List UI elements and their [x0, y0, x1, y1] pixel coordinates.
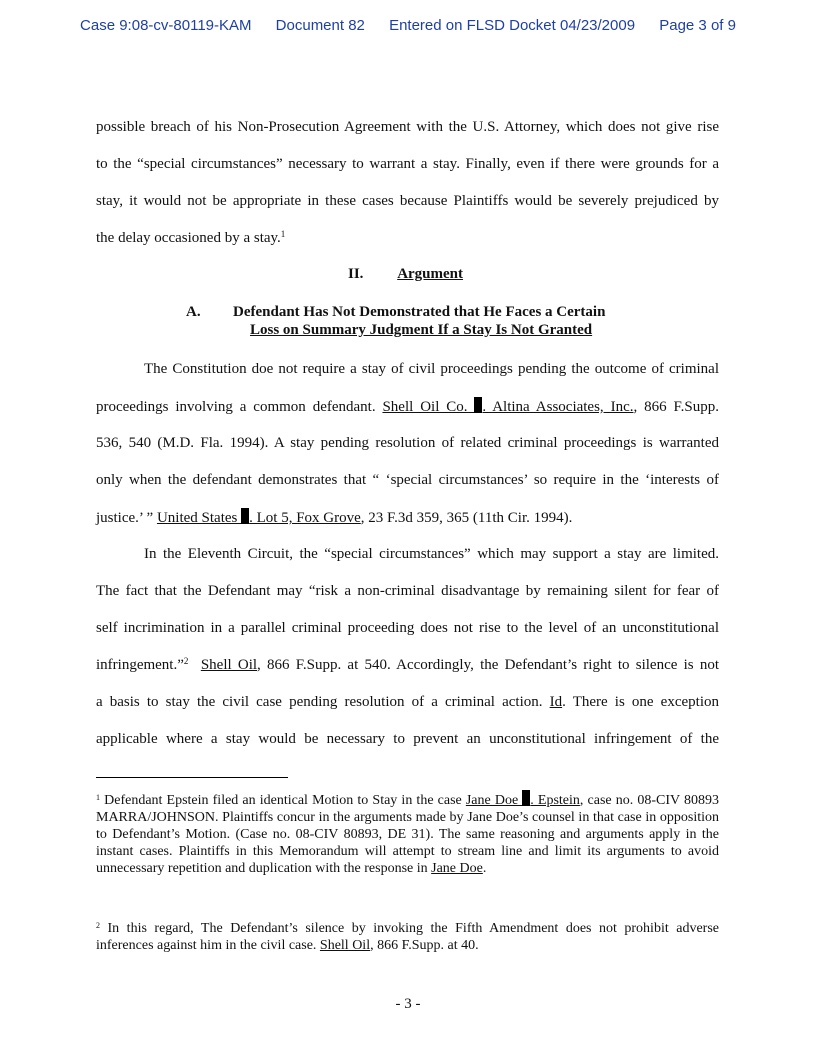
- footnote-text: .: [482, 861, 487, 876]
- footnote-number: 2: [96, 921, 100, 930]
- footnote-text: Defendant Epstein filed an identical Motion to Stay in the case: [100, 793, 466, 808]
- case-citation: Shell Oil: [200, 657, 258, 673]
- intro-line: [96, 229, 719, 247]
- para-line: self incrimination in a parallel criminal proceeding does not rise to the level of an unconstitutional: [96, 620, 719, 636]
- section-number: II.: [348, 266, 364, 282]
- para-text: proceedings involving a common defendant.: [96, 399, 383, 415]
- case-name: . Epstein: [530, 793, 580, 808]
- case-citation: Shell Oil: [319, 938, 371, 953]
- footnote-ref-1: 1: [280, 229, 286, 239]
- para-line: 536, 540 (M.D. Fla. 1994). A stay pending resolution of related criminal proceedings is warranted: [96, 435, 719, 451]
- subsection-title-line2: Loss on Summary Judgment If a Stay Is Not Granted: [250, 322, 593, 338]
- footnote-text: , case no. 08-CIV 80893 MARRA/JOHNSON. Plaintiffs concur in the arguments made by Jane Doe’s counsel in that case in opposition to Defendant’s Motion. (Case no. 08-CIV 80893, DE 31). The same reasoning and arguments apply in the instant cases. Plaintiffs in this Memorandum will attempt to stream line and limit its arguments to avoid unnecessary repetition and duplication with the response in: [96, 793, 719, 876]
- intro-line: possible breach of his Non-Prosecution Agreement with the U.S. Attorney, which does not give rise: [96, 119, 719, 135]
- page-number: - 3 -: [395, 996, 421, 1012]
- para-line: [96, 397, 719, 416]
- footnote-divider: [96, 777, 288, 778]
- intro-line: stay, it would not be appropriate in these cases because Plaintiffs would be severely prejudiced by: [96, 193, 719, 209]
- intro-text: the delay occasioned by a stay.: [96, 230, 281, 246]
- case-number: Case 9:08-cv-80119-KAM: [80, 17, 252, 34]
- footnote-2: [96, 920, 719, 954]
- section-title: Argument: [397, 266, 464, 282]
- para-text: , 23 F.3d 359, 365 (11th Cir. 1994).: [360, 510, 573, 526]
- para-text: justice.’ ”: [96, 510, 157, 526]
- para-line: The fact that the Defendant may “risk a non-criminal disadvantage by remaining silent for fear of: [96, 583, 719, 599]
- para-line: The Constitution doe not require a stay of civil proceedings pending the outcome of criminal: [144, 361, 719, 377]
- footnote-text: In this regard, The Defendant’s silence by invoking the Fifth Amendment does not prohibit adverse inferences against him in the civil case.: [96, 921, 719, 953]
- intro-line: to the “special circumstances” necessary to warrant a stay. Finally, even if there were grounds for a: [96, 156, 719, 172]
- para-line: applicable where a stay would be necessary to prevent an unconstitutional infringement of the: [96, 731, 719, 747]
- case-name: United States: [156, 510, 242, 526]
- para-text: , 866 F.Supp. at 540. Accordingly, the Defendant’s right to silence is not: [257, 657, 719, 673]
- para-text: a basis to stay the civil case pending resolution of a criminal action.: [96, 694, 550, 710]
- case-citation: Jane Doe: [431, 861, 483, 876]
- docket-entry: Entered on FLSD Docket 04/23/2009: [389, 17, 636, 34]
- para-line: [96, 508, 719, 527]
- redaction-block: [241, 508, 249, 524]
- footnote-text: , 866 F.Supp. at 40.: [370, 938, 479, 953]
- docket-header: [0, 17, 816, 34]
- subsection-letter: A.: [186, 304, 201, 320]
- page-indicator: Page 3 of 9: [659, 17, 736, 34]
- case-citation: [466, 793, 580, 808]
- id-citation: Id: [549, 694, 563, 710]
- para-text: infringement.”: [96, 657, 184, 673]
- para-line: [96, 693, 719, 711]
- para-text: . There is one exception: [562, 694, 719, 710]
- para-line: [96, 656, 719, 674]
- para-line: only when the defendant demonstrates that “ ‘special circumstances’ so require in the ‘interests of: [96, 472, 719, 488]
- footnote-number: 1: [96, 793, 100, 802]
- footnote-1: [96, 790, 719, 877]
- case-citation: [157, 510, 361, 526]
- case-name: . Altina Associates, Inc.: [482, 399, 634, 415]
- footnote-ref-2: 2: [183, 656, 189, 666]
- para-text: , 866 F.Supp.: [633, 399, 719, 415]
- case-name: Shell Oil Co.: [382, 399, 475, 415]
- case-citation: [382, 399, 633, 415]
- case-name: Jane Doe: [465, 793, 523, 808]
- subsection-title-line1: Defendant Has Not Demonstrated that He Faces a Certain: [233, 304, 606, 320]
- section-heading: [348, 266, 463, 283]
- para-line: In the Eleventh Circuit, the “special circumstances” which may support a stay are limited.: [144, 546, 719, 562]
- case-name: . Lot 5, Fox Grove: [249, 510, 361, 526]
- document-number: Document 82: [275, 17, 365, 34]
